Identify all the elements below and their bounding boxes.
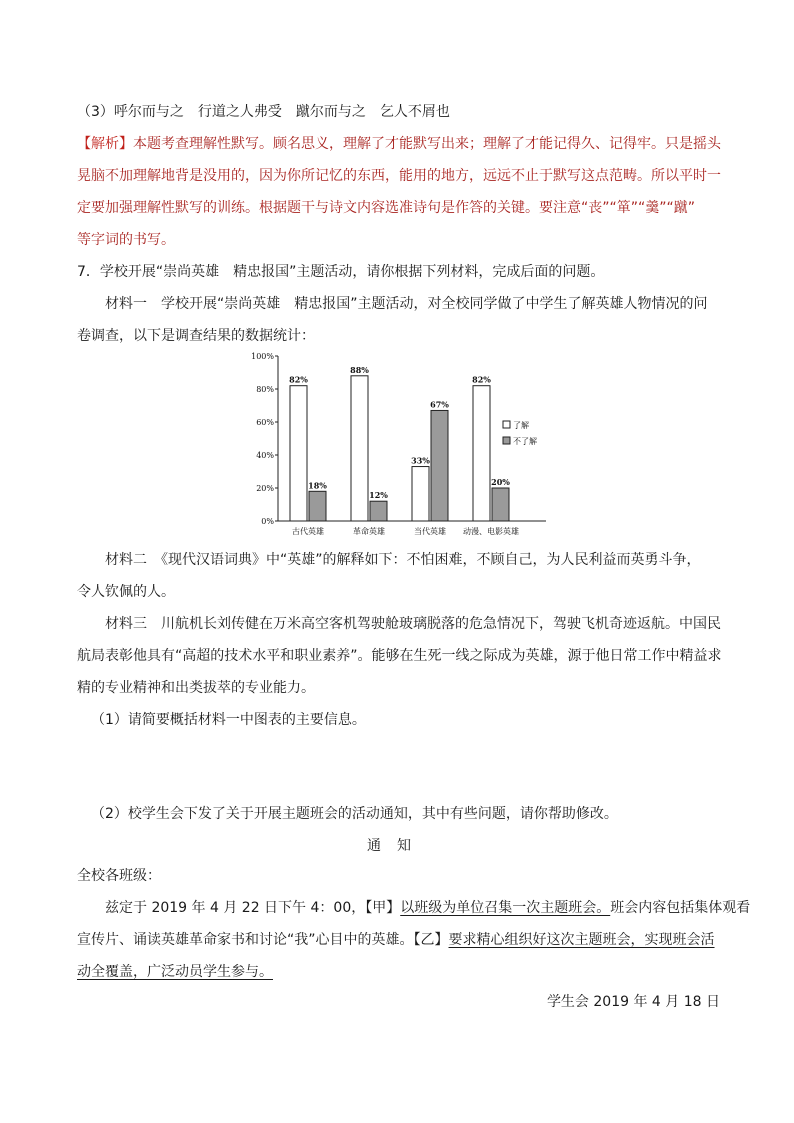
bar-value-label: 82% xyxy=(289,374,308,385)
bar-unknown xyxy=(309,491,326,521)
bar-value-label: 82% xyxy=(472,374,491,385)
material2-line-2: 令人钦佩的人。 xyxy=(77,584,175,600)
notice-text-1c: 班会内容包括集体观看 xyxy=(610,900,751,916)
bar-value-label: 12% xyxy=(369,490,388,501)
bar-known xyxy=(473,386,490,521)
legend-label: 了解 xyxy=(513,421,529,430)
y-tick-label: 0% xyxy=(261,517,274,526)
analysis-text-1: 本题考查理解性默写。顾名思义，理解了才能默写出来；理解了才能记得久、记得牢。只是摇头 xyxy=(133,136,721,152)
notice-line-3: 动全覆盖，广泛动员学生参与。 xyxy=(77,964,273,980)
category-label: 古代英雄 xyxy=(292,527,324,536)
material3-line-1: 材料三 川航机长刘传健在万米高空客机驾驶舱玻璃脱落的危急情况下，驾驶飞机奇迹返航。中国民 xyxy=(105,616,721,632)
material3-line-2: 航局表彰他具有“高超的技术水平和职业素养”。能够在生死一线之际成为英雄，源于他日常工作中精益求 xyxy=(77,648,722,664)
legend-label: 不了解 xyxy=(513,437,537,446)
notice-text-yi: 要求精心组织好这次主题班会，实现班会活 xyxy=(448,932,715,948)
material2-line-1: 材料二 《现代汉语词典》中“英雄”的解释如下：不怕困难，不顾自己，为人民利益而英勇斗争， xyxy=(105,552,701,568)
notice-title: 通知 xyxy=(367,838,427,854)
bar-known xyxy=(351,376,368,521)
y-tick-label: 60% xyxy=(256,418,274,427)
q3-answer: （3）呼尔而与之 行道之人弗受 蹴尔而与之 乞人不屑也 xyxy=(77,104,450,120)
analysis-line-4: 等字词的书写。 xyxy=(77,232,175,248)
legend-swatch xyxy=(503,437,510,444)
sub-question-1: （1）请简要概括材料一中图表的主要信息。 xyxy=(91,712,366,728)
notice-text-jia: 以班级为单位召集一次主题班会。 xyxy=(400,900,611,916)
analysis-line-3: 定要加强理解性默写的训练。根据题干与诗文内容选准诗句是作答的关键。要注意“丧”“箪”“羹”“蹴” xyxy=(77,200,696,216)
bar-unknown xyxy=(431,410,448,521)
notice-recipient: 全校各班级： xyxy=(77,868,161,884)
bar-known xyxy=(290,386,307,521)
notice-signature: 学生会 2019 年 4 月 18 日 xyxy=(546,994,720,1010)
y-tick-label: 20% xyxy=(256,484,274,493)
notice-line-2 xyxy=(77,930,715,950)
analysis-line-1 xyxy=(77,134,721,154)
bar-known xyxy=(412,467,429,521)
bar-unknown xyxy=(492,488,509,521)
category-label: 革命英雄 xyxy=(353,527,385,536)
notice-text-1a: 兹定于 2019 年 4 月 22 日下午 4：00，【甲】 xyxy=(105,900,401,916)
hero-survey-bar-chart xyxy=(246,348,556,538)
bar-value-label: 33% xyxy=(411,455,430,466)
y-tick-label: 100% xyxy=(251,352,274,361)
category-label: 当代英雄 xyxy=(414,527,446,536)
material1-line-1: 材料一 学校开展“崇尚英雄 精忠报国”主题活动，对全校同学做了中学生了解英雄人物情况的问 xyxy=(105,296,708,312)
bar-unknown xyxy=(370,501,387,521)
material3-line-3: 精的专业精神和出类拔萃的专业能力。 xyxy=(77,680,315,696)
analysis-line-2: 晃脑不加理解地背是没用的，因为你所记忆的东西，能用的地方，远远不止于默写这点范畴。所以平时一 xyxy=(77,168,721,184)
bar-value-label: 18% xyxy=(308,480,327,491)
bar-value-label: 20% xyxy=(491,477,510,487)
y-tick-label: 40% xyxy=(256,451,274,460)
sub-question-2: （2）校学生会下发了关于开展主题班会的活动通知，其中有些问题，请你帮助修改。 xyxy=(91,806,618,822)
bar-value-label: 67% xyxy=(430,399,449,410)
category-label: 动漫、电影英雄 xyxy=(463,527,519,536)
legend-swatch xyxy=(503,421,510,428)
y-tick-label: 80% xyxy=(256,385,274,394)
notice-text-2a: 宣传片、诵读英雄革命家书和讨论“我”心目中的英雄。【乙】 xyxy=(77,932,449,948)
q7-intro: 7．学校开展“崇尚英雄 精忠报国”主题活动，请你根据下列材料，完成后面的问题。 xyxy=(77,264,605,280)
notice-line-1 xyxy=(105,898,750,918)
analysis-tag: 【解析】 xyxy=(77,136,133,152)
bar-value-label: 88% xyxy=(350,364,369,375)
material1-line-2: 卷调查，以下是调查结果的数据统计： xyxy=(77,328,315,344)
